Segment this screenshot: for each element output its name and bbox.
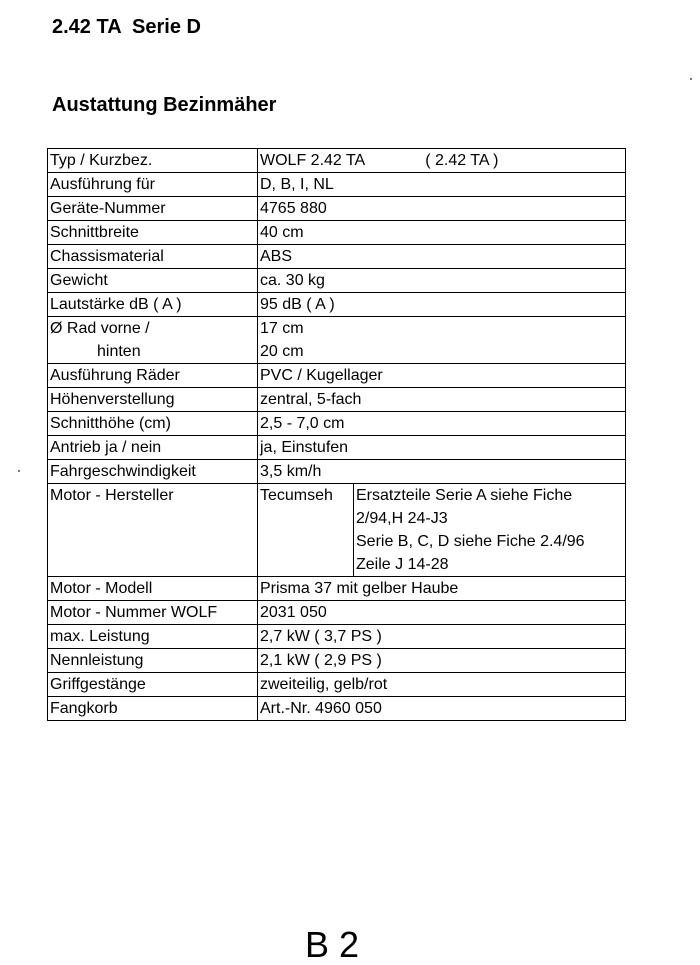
table-row <box>48 625 626 649</box>
spec-value: zentral, 5-fach <box>258 388 626 412</box>
page-title: 2.42 TA Serie D <box>52 16 201 38</box>
table-row <box>48 649 626 673</box>
spec-value: 2031 050 <box>258 601 626 625</box>
spec-value <box>258 149 626 173</box>
spec-label: Gewicht <box>48 269 258 293</box>
table-row <box>48 221 626 245</box>
table-row <box>48 697 626 721</box>
spec-label: Motor - Modell <box>48 577 258 601</box>
spec-label-line: Ø Rad vorne / <box>50 320 150 337</box>
spec-label: Höhenverstellung <box>48 388 258 412</box>
table-row <box>48 484 626 577</box>
spec-note-line: 2/94,H 24-J3 <box>356 510 448 527</box>
spec-value: zweiteilig, gelb/rot <box>258 673 626 697</box>
spec-value: D, B, I, NL <box>258 173 626 197</box>
spec-value-line: 17 cm <box>260 320 304 337</box>
spec-value: Prisma 37 mit gelber Haube <box>258 577 626 601</box>
spec-label: Motor - Hersteller <box>48 484 258 577</box>
spec-value: ABS <box>258 245 626 269</box>
spec-note-line: Zeile J 14-28 <box>356 556 449 573</box>
spec-value: Tecumseh <box>258 484 354 577</box>
spec-value: Art.-Nr. 4960 050 <box>258 697 626 721</box>
spec-value: 40 cm <box>258 221 626 245</box>
spec-value: ca. 30 kg <box>258 269 626 293</box>
spec-note-line: Ersatzteile Serie A siehe Fiche <box>356 487 573 504</box>
table-row <box>48 293 626 317</box>
spec-value: ja, Einstufen <box>258 436 626 460</box>
table-row <box>48 577 626 601</box>
spec-note-line: Serie B, C, D siehe Fiche 2.4/96 <box>356 533 585 550</box>
table-row <box>48 197 626 221</box>
table-row <box>48 317 626 364</box>
spec-label: Geräte-Nummer <box>48 197 258 221</box>
spec-value-main: WOLF 2.42 TA <box>260 152 366 169</box>
spec-label: Ausführung für <box>48 173 258 197</box>
table-row <box>48 412 626 436</box>
table-row <box>48 269 626 293</box>
spec-label: Schnitthöhe (cm) <box>48 412 258 436</box>
spec-value: 2,5 - 7,0 cm <box>258 412 626 436</box>
table-row <box>48 436 626 460</box>
spec-label: Fangkorb <box>48 697 258 721</box>
spec-label: Chassismaterial <box>48 245 258 269</box>
spec-value: PVC / Kugellager <box>258 364 626 388</box>
spec-value: 2,1 kW ( 2,9 PS ) <box>258 649 626 673</box>
table-row <box>48 388 626 412</box>
spec-label: Lautstärke dB ( A ) <box>48 293 258 317</box>
scan-speck <box>18 470 20 472</box>
spec-label <box>48 317 258 364</box>
spec-label: Ausführung Räder <box>48 364 258 388</box>
section-title: Austattung Bezinmäher <box>52 94 277 116</box>
spec-label: Fahrgeschwindigkeit <box>48 460 258 484</box>
spec-label: Schnittbreite <box>48 221 258 245</box>
spec-note <box>354 484 626 577</box>
table-row <box>48 245 626 269</box>
spec-value: 3,5 km/h <box>258 460 626 484</box>
spec-label: Nennleistung <box>48 649 258 673</box>
spec-table <box>47 148 626 721</box>
spec-label: max. Leistung <box>48 625 258 649</box>
spec-value-extra: ( 2.42 TA ) <box>425 152 499 169</box>
spec-value <box>258 317 626 364</box>
table-row <box>48 149 626 173</box>
spec-label: Griffgestänge <box>48 673 258 697</box>
spec-value: 95 dB ( A ) <box>258 293 626 317</box>
spec-value: 2,7 kW ( 3,7 PS ) <box>258 625 626 649</box>
spec-label: Antrieb ja / nein <box>48 436 258 460</box>
spec-label: Motor - Nummer WOLF <box>48 601 258 625</box>
spec-value-line: 20 cm <box>260 343 304 360</box>
table-row <box>48 173 626 197</box>
spec-label-line: hinten <box>97 343 141 360</box>
spec-label: Typ / Kurzbez. <box>48 149 258 173</box>
page-number: B 2 <box>305 924 360 965</box>
table-row <box>48 601 626 625</box>
table-row <box>48 673 626 697</box>
spec-value: 4765 880 <box>258 197 626 221</box>
scan-speck <box>690 78 692 80</box>
table-row <box>48 364 626 388</box>
table-row <box>48 460 626 484</box>
